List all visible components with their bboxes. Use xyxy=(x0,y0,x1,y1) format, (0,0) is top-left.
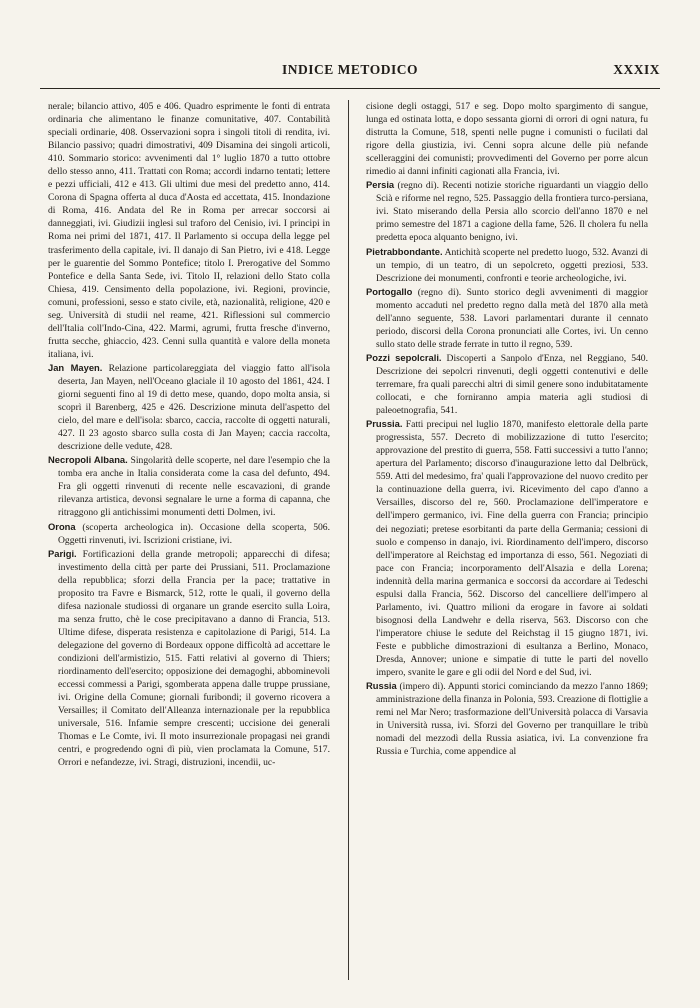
header-rule xyxy=(40,88,660,89)
index-entry xyxy=(48,520,330,547)
entry-text: Discoperti a Sanpolo d'Enza, nel Reggiano, 540. Descrizione dei sepolcri rinvenuti, degli oggetti contenutivi e delle terremare, fra quali parecchi altri di simil genere sono indubitatamente collocati, e che forniranno ampia materia agli studiosi di paleoetnografia, 541. xyxy=(376,352,648,417)
entry-text: Singolarità delle scoperte, nel dare l'esempio che la tomba era anche in Italia considerata come la casa del defunto, 494. Fra gli oggetti rinvenuti di recente nelle escavazioni, di grande rilevanza artistica, devonsi segnalare le urne a forma di capanna, che ritraggono gli antichissimi monumenti detti Dolmen, ivi. xyxy=(58,455,330,519)
entry-text: (regno di). Sunto storico degli avvenimenti di maggior momento accaduti nel predetto regno dalla metà del 1870 alla metà dell'anno seguente, 538. Lavori parlamentari durante il cennato periodo, discorsi della Corona pronunciati alle Cortes, ivi. Un cenno sullo stato delle strade ferrate in tutto il regno, 539. xyxy=(376,286,648,350)
page-number: XXXIX xyxy=(613,62,660,77)
entry-text: Fatti precipui nel luglio 1870, manifesto elettorale della parte progressista, 557. Decreto di mobilizzazione di tutto l'esercito; approvazione del prestito di guerra, 558. Fatti successivi a tutto l'anno; apertura del Parlamento; discorso d'inaugurazione letto dal Delbrück, 559. Atti del medesimo, fra' quali l'approvazione del nuovo credito per la continuazione della guerra, ivi. Ricevimento del capo d'anno a Versailles, discorso del re, 560. Proclamazione dell'imperatore e dell'impero germanico, ivi. Fine della guerra con Francia; principio dei negoziati; pretese esorbitanti da parte della Germania; cessioni di suolo e compenso in danajo, ivi. Riordinamento dell'impero, discorso dell'imperatore al Reichstag ed importanza di esso, 561. Negoziati di pace con Francia; incorporamento dell'Alsazia e della Lorena; indennità della marina germanica e soccorsi da accordare ai Tedeschi espulsi dalla Francia, 562. Discorso del cancelliere dell'impero al Parlamento, ivi. Quattro milioni da erogare in favore ai soldati bisognosi della Landwehr e della riserva, 563. Discorso con che l'imperatore chiuse le sedute del Reichstag il 15 giugno 1871, ivi. Feste e pubbliche dimostrazioni di esultanza a Berlino, Monaco, Dresda, Annover; unione e simpatie di tutte le parti del novello impero, svanite le gare e gli odii del Nord e del Sud, ivi. xyxy=(376,419,648,679)
entry-heading: Persia xyxy=(366,179,395,191)
index-entry xyxy=(366,679,648,758)
index-entry xyxy=(366,351,648,417)
index-entry xyxy=(366,245,648,285)
index-entry xyxy=(366,178,648,244)
entry-text: Relazione particolareggiata del viaggio fatto all'isola deserta, Jan Mayen, nell'Oceano glaciale il 10 agosto del 1861, 424. I giorni seguenti fino al 19 di detto mese, quando, dopo molta ansia, si scoprì il Barenberg, 425 e 426. Descrizione minuta dell'aspetto del cielo, del mare e dell'isola: sbarco, caccia, raccolte di oggetti naturali, 427. Il 23 agosto sbarco sulla costa di Jan Mayen; caccia raccolta, descrizione delle vedute, 428. xyxy=(58,362,330,453)
left-column xyxy=(48,100,330,980)
entry-text: (scoperta archeologica in). Occasione della scoperta, 506. Oggetti rinvenuti, ivi. Iscrizioni cristiane, ivi. xyxy=(58,521,330,546)
entry-text: nerale; bilancio attivo, 405 e 406. Quadro esprimente le fonti di entrata ordinaria che alimentano le finanze comunitative, 407. Contabilità speciali ordinarie, 408. Osservazioni sopra i singoli titoli di rendita, ivi. Bilancio passivo; quadri dimostrativi, 409 Disamina dei singoli articoli, 410. Sommario storico: avvenimenti dal 1° luglio 1870 a tutto ottobre dello stesso anno, 411. Trattati con Roma; accordi indarno tentati; lettere e pezzi ufficiali, 412 e 413. Gli ultimi due mesi del predetto anno, 414. Corona di Spagna offerta al duca d'Aosta ed accettata, 415. Inondazione di Roma, 416. Andata del Re in Roma per arrecar soccorsi ai danneggiati, ivi. Giudizii inglesi sul traforo del Cenisio, ivi. I principi in Roma nei primi del 1871, 417. Il Parlamento si occupa della legge pel trasferimento della capitale, ivi. Il danajo di San Pietro, ivi e 418. Legge per le guarentie del Sommo Pontefice; titolo I. Prerogative del Sommo Pontefice e della Santa Sede, ivi. Titolo II, relazioni dello Stato colla Chiesa, 419. Censimento della popolazione, ivi. Regioni, provincie, comuni, professioni, sesso e stato civile, età, nazionalità, religione, 420 e seg. Università di studii nel reame, 421. Riflessioni sul commercio dell'Italia coll'Indo-Cina, 422. Marmi, agrumi, frutta fresche d'inverno, frutta secche, ghiaccio, 423. Cenni sulla quantità e valore della moneta italiana, ivi. xyxy=(48,101,330,360)
index-columns xyxy=(48,100,648,980)
index-entry xyxy=(366,417,648,679)
entry-text: (regno di). Recenti notizie storiche riguardanti un viaggio dello Scià e riforme nel regno, 525. Passaggio della frontiera turco-persiana, ivi. Stato miserando della Persia allo scorcio dell'anno 1870 e nel primo semestre del 1871 a cagione della fame, 526. Il cholera fu nella predetta epoca alquanto benigno, ivi. xyxy=(376,180,648,244)
entry-text: cisione degli ostaggi, 517 e seg. Dopo molto spargimento di sangue, lunga ed ostinata lotta, e dopo sessanta giorni di orrori di ogni natura, fu distrutta la Comune, 518, spenti nelle pugne i comunisti o fucilati dal rigore della giustizia, ivi. Cenni sopra alcune delle più nefande scelleraggini dei comunisti; provvedimenti del Governo per porre alcun rimedio ai danni infiniti cagionati alla Francia, ivi. xyxy=(366,101,648,178)
entry-heading: Pozzi sepolcrali. xyxy=(366,351,442,363)
entry-heading: Parigi. xyxy=(48,547,77,559)
entry-heading: Necropoli Albana. xyxy=(48,454,128,466)
index-entry xyxy=(366,285,648,351)
entry-text: (impero di). Appunti storici cominciando da mezzo l'anno 1869; amministrazione della finanza in Polonia, 593. Creazione di flottiglie a remi nel Mar Nero; trasformazione dell'Università polacca di Varsavia in Università russa, ivi. Sforzi del Governo per tranquillare le tribù nomadi del mezzodì della Russia asiatica, ivi. La convenzione fra Russia e Turchia, come appendice al xyxy=(376,681,648,758)
entry-text: Antichità scoperte nel predetto luogo, 532. Avanzi di un tempio, di un teatro, di un sepolcreto, oggetti preziosi, 533. Descrizione dei monumenti, confronti e teorie archeologiche, ivi. xyxy=(376,246,648,284)
index-entry xyxy=(48,547,330,770)
entry-heading: Pietrabbondante. xyxy=(366,245,443,257)
running-title: INDICE METODICO xyxy=(282,62,418,77)
entry-heading: Russia xyxy=(366,680,397,692)
index-entry xyxy=(48,100,330,361)
column-divider xyxy=(348,100,349,980)
index-entry xyxy=(48,453,330,519)
entry-text: Fortificazioni della grande metropoli; apparecchi di difesa; investimento della città per parte dei Prussiani, 511. Proclamazione della repubblica; sforzi della Francia per la pace; trattative in proposito tra Favre e Bismarck, 512, rotte le quali, il governo della difesa nazionale studiossi di organare un grande esercito sulla Loira, ma senza frutto, chè le cose precipitavano a danno di Francia, 513. Ultime difese, disperata resistenza e capitolazione di Parigi, 514. La delegazione del governo di Bordeaux oppone difficoltà ad accettare le condizioni dell'armistizio, 515. Fatti relativi al governo di Thiers; riordinamento dell'esercito; opposizione dei demagoghi, abbominevoli eccessi commessi a Parigi, sgomberata appena dalle truppe prussiane, ivi. Origine della Comune; giornali furibondi; il governo ricovera a Versailles; il Comitato dell'Alleanza internazionale per la repubblica universale, 516. Infamie sempre crescenti; uccisione dei generali Thomas e Le Comte, ivi. Il moto insurrezionale propagasi nei grandi centri, e progredendo ogni dì più, vien proclamata la Comune, 517. Orrori e nefandezze, ivi. Stragi, distruzioni, incendii, uc- xyxy=(58,548,330,769)
entry-heading: Jan Mayen. xyxy=(48,361,103,373)
entry-heading: Prussia. xyxy=(366,418,403,430)
entry-heading: Portogallo xyxy=(366,285,413,297)
page-header xyxy=(40,62,660,84)
entry-heading: Orona xyxy=(48,520,76,532)
index-entry xyxy=(366,100,648,178)
right-column xyxy=(366,100,648,980)
index-entry xyxy=(48,361,330,453)
